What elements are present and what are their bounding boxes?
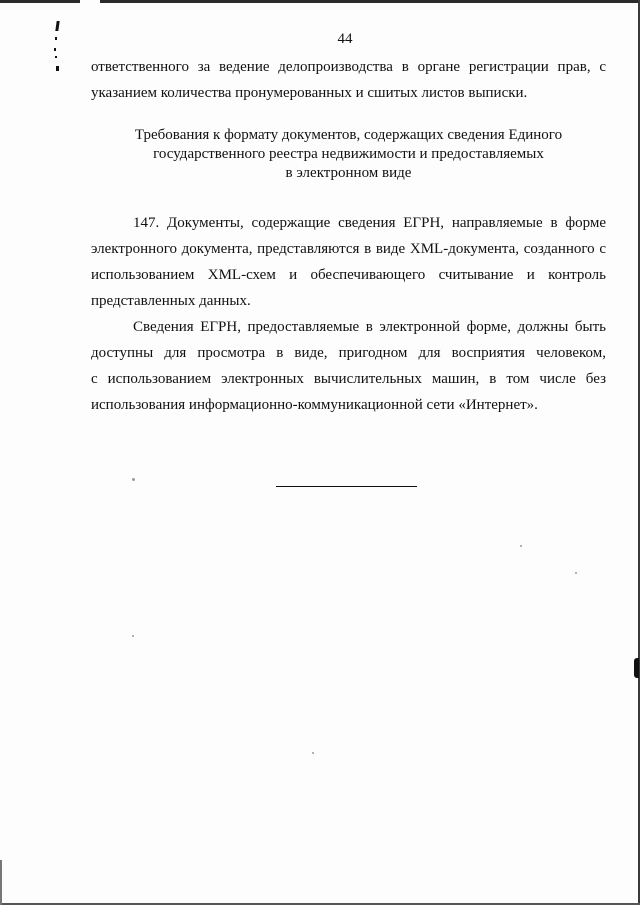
paragraph-2-line-2: доступны для просмотра в виде, пригодном для восприятия человеком,: [91, 345, 606, 361]
continuation-line-2: указанием количества пронумерованных и сшитых листов выписки.: [91, 85, 528, 101]
continuation-line-1: ответственного за ведение делопроизводства в органе регистрации прав, с: [91, 59, 606, 75]
section-heading-line-1: Требования к формату документов, содержащих сведения Единого: [134, 127, 563, 143]
binding-mark: [55, 56, 57, 58]
scan-speck: [132, 635, 134, 637]
scan-edge-left: [0, 860, 2, 905]
scan-speck: [520, 545, 522, 547]
section-heading-line-2: государственного реестра недвижимости и предоставляемых: [153, 146, 544, 162]
binding-mark: [56, 66, 59, 71]
section-heading-line-3: в электронном виде: [285, 165, 412, 181]
scan-speck: [312, 752, 314, 754]
paragraph-2-line-3: с использованием электронных вычислительных машин, в том числе без: [91, 371, 606, 387]
page-number: 44: [337, 31, 353, 47]
paragraph-2-line-1: Сведения ЕГРН, предоставляемые в электронной форме, должны быть: [133, 319, 606, 335]
binding-mark: [634, 658, 639, 678]
end-separator-line: [276, 486, 417, 487]
paragraph-147-line-3: использованием XML-схем и обеспечивающего считывание и контроль: [91, 267, 606, 283]
paragraph-147-line-1: 147. Документы, содержащие сведения ЕГРН, направляемые в форме: [133, 215, 606, 231]
paragraph-147-line-4: представленных данных.: [91, 293, 251, 309]
paragraph-2-line-4: использования информационно-коммуникационной сети «Интернет».: [91, 397, 538, 413]
binding-mark: [55, 21, 59, 31]
paragraph-147-line-2: электронного документа, представляются в виде XML-документа, созданного с: [91, 241, 606, 257]
scan-speck: [575, 572, 577, 574]
binding-mark: [54, 48, 56, 51]
scan-edge-gap: [80, 0, 100, 3]
scan-speck: [132, 478, 135, 481]
